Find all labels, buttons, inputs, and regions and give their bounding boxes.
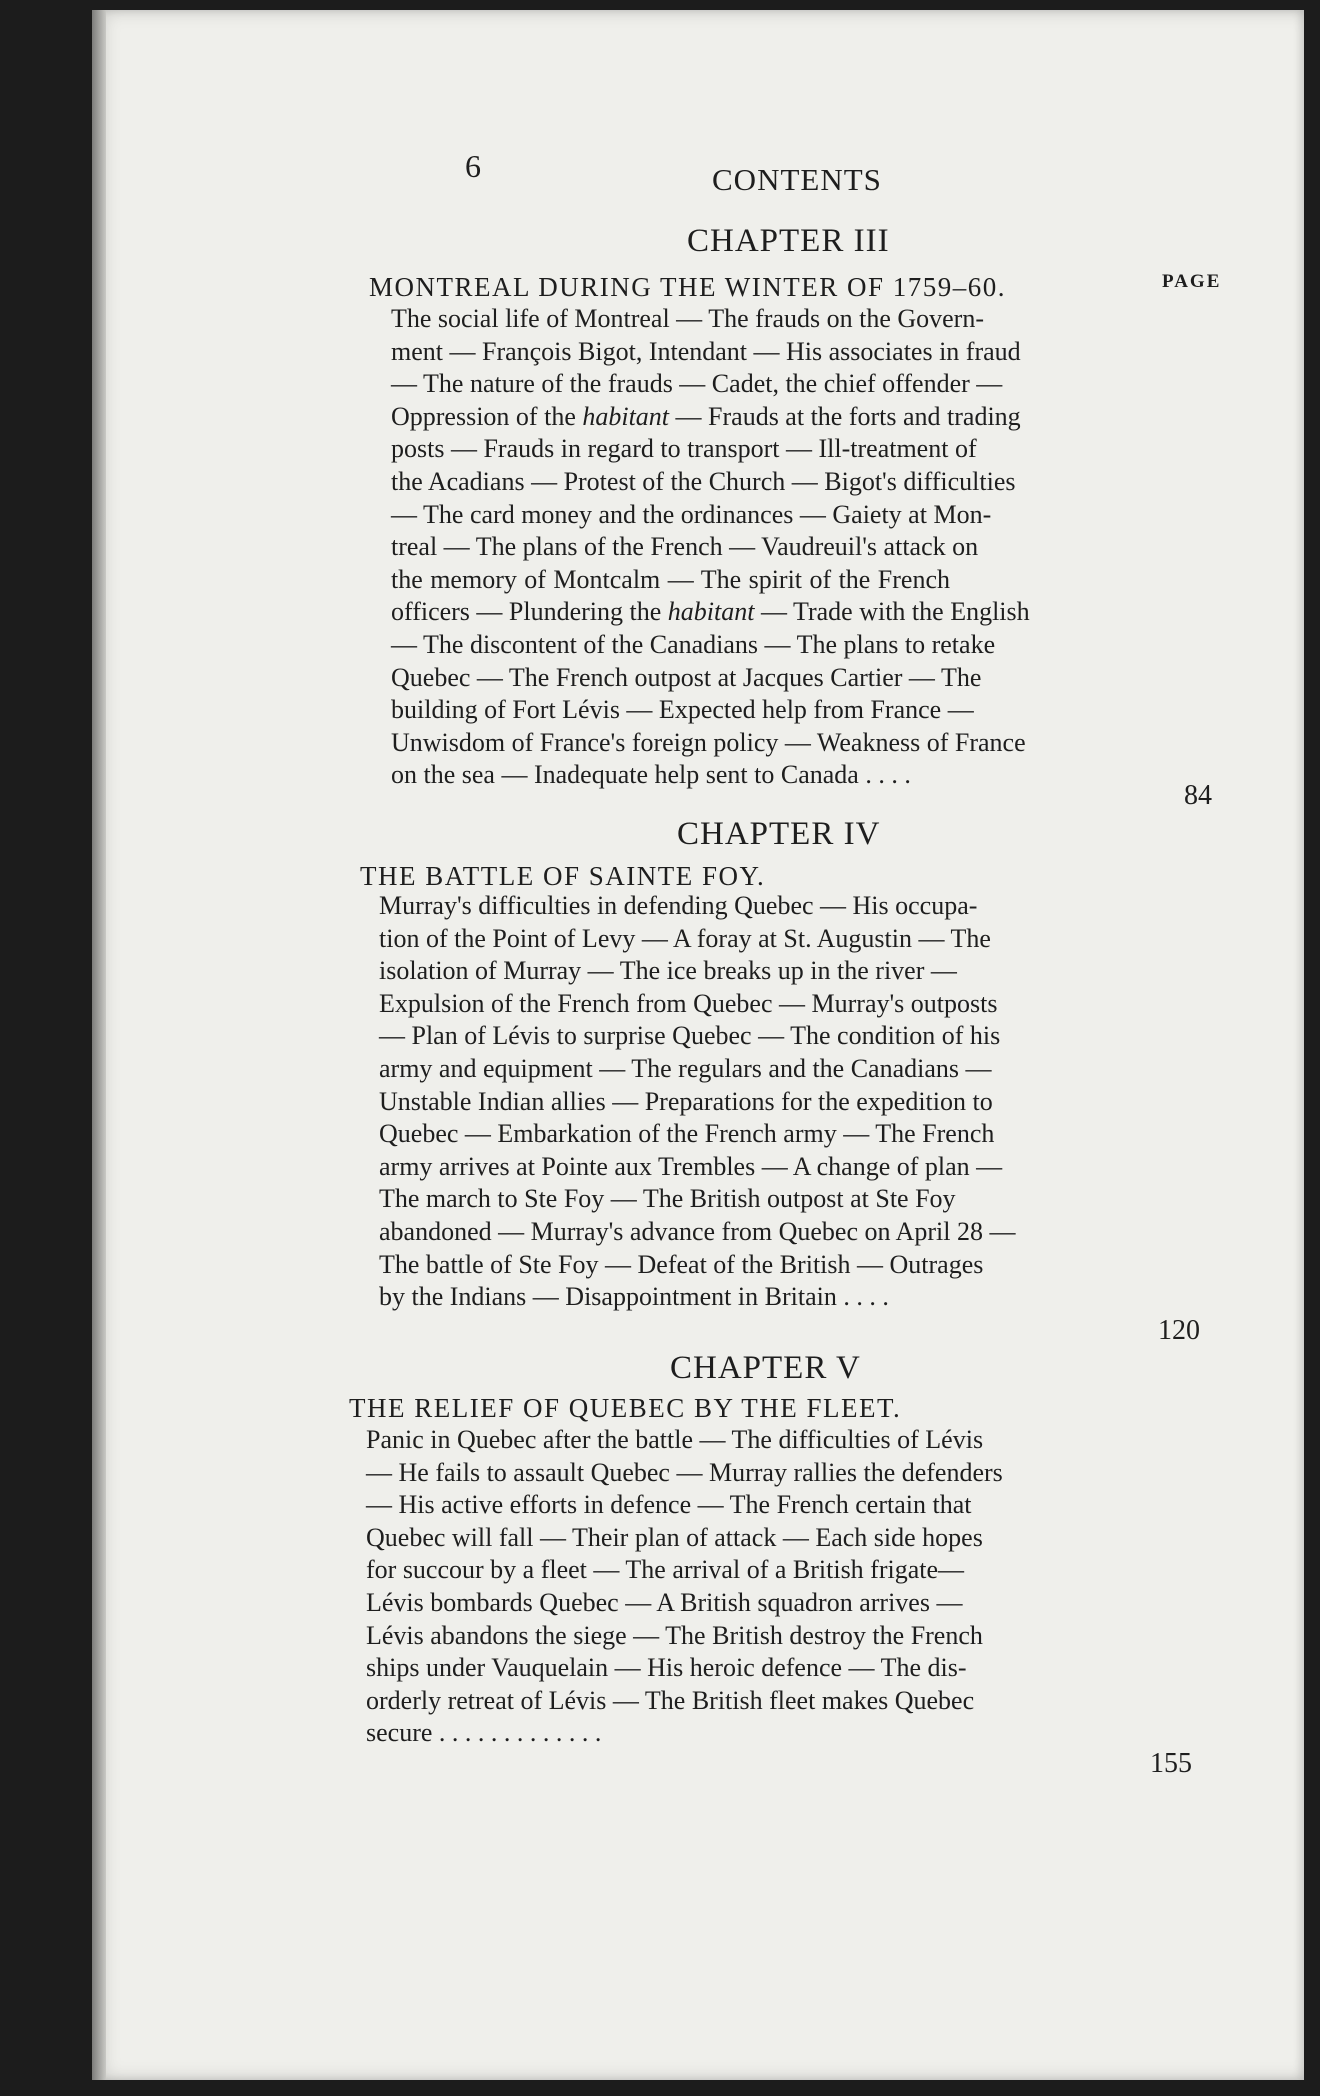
summary-line: the memory of Montcalm — The spirit of the French <box>391 564 950 594</box>
summary-line: Lévis abandons the siege — The British destroy the French <box>366 1620 983 1650</box>
italic-term: habitant <box>667 597 755 627</box>
summary-line: — He fails to assault Quebec — Murray rallies the defenders <box>366 1457 1003 1487</box>
chapter-title: THE RELIEF OF QUEBEC BY THE FLEET. <box>349 1393 902 1423</box>
summary-line: The battle of Ste Foy — Defeat of the British — Outrages <box>379 1249 984 1279</box>
summary-line: secure . . . . . . . . . . . . . <box>366 1718 602 1748</box>
chapter-summary <box>379 890 1016 1314</box>
summary-line: by the Indians — Disappointment in Britain . . . . <box>379 1282 889 1312</box>
summary-line: — The nature of the frauds — Cadet, the chief offender — <box>391 369 1003 399</box>
summary-line: Unwisdom of France's foreign policy — Weakness of France <box>391 727 1026 757</box>
summary-line: Oppression of the habitant — Frauds at the forts and trading <box>391 401 1021 431</box>
summary-line: ment — François Bigot, Intendant — His associates in fraud <box>391 336 1021 366</box>
chapter-page-number: 120 <box>1158 1315 1200 1346</box>
page-number: 6 <box>465 148 481 184</box>
page-column-label: PAGE <box>1162 271 1222 292</box>
summary-line: isolation of Murray — The ice breaks up in the river — <box>379 956 957 986</box>
summary-line: — His active efforts in defence — The French certain that <box>366 1490 972 1520</box>
chapter-summary <box>391 303 1030 792</box>
summary-line: The march to Ste Foy — The British outpost at Ste Foy <box>379 1184 956 1214</box>
summary-line: Quebec — Embarkation of the French army — The French <box>379 1119 995 1149</box>
summary-line: — Plan of Lévis to surprise Quebec — The condition of his <box>379 1021 1001 1051</box>
summary-line: — The discontent of the Canadians — The plans to retake <box>391 629 996 659</box>
summary-line: Expulsion of the French from Quebec — Murray's outposts <box>379 988 998 1018</box>
chapter-summary <box>366 1424 1003 1750</box>
chapter-heading: CHAPTER III <box>687 223 890 259</box>
chapter-heading: CHAPTER V <box>670 1350 861 1386</box>
summary-line: Quebec — The French outpost at Jacques Cartier — The <box>391 662 982 692</box>
chapter-title: THE BATTLE OF SAINTE FOY. <box>360 861 766 891</box>
summary-line: Unstable Indian allies — Preparations for the expedition to <box>379 1086 993 1116</box>
chapter-title: MONTREAL DURING THE WINTER OF 1759–60. <box>369 272 1006 302</box>
summary-line: The social life of Montreal — The frauds on the Govern- <box>391 304 984 333</box>
summary-line: Quebec will fall — Their plan of attack — Each side hopes <box>366 1522 983 1552</box>
page-spine-shadow <box>92 10 106 2080</box>
chapter-page-number: 155 <box>1150 1748 1192 1779</box>
summary-line: ships under Vauquelain — His heroic defence — The dis- <box>366 1653 967 1683</box>
book-page <box>92 10 1304 2080</box>
summary-line: posts — Frauds in regard to transport — Ill-treatment of <box>391 434 977 464</box>
summary-line: tion of the Point of Levy — A foray at St. Augustin — The <box>379 923 991 953</box>
chapter-heading: CHAPTER IV <box>677 816 881 852</box>
summary-line: Lévis bombards Quebec — A British squadron arrives — <box>366 1587 963 1617</box>
summary-line: treal — The plans of the French — Vaudreuil's attack on <box>391 532 979 562</box>
summary-line: Panic in Quebec after the battle — The difficulties of Lévis <box>366 1425 984 1454</box>
summary-line: the Acadians — Protest of the Church — Bigot's difficulties <box>391 466 1016 496</box>
summary-line: army and equipment — The regulars and the Canadians — <box>379 1053 992 1083</box>
italic-term: habitant <box>582 401 670 431</box>
summary-line: on the sea — Inadequate help sent to Canada . . . . <box>391 760 911 790</box>
chapter-page-number: 84 <box>1184 780 1212 811</box>
summary-line: — The card money and the ordinances — Gaiety at Mon- <box>391 499 992 529</box>
summary-line: Murray's difficulties in defending Quebec — His occupa- <box>379 891 978 920</box>
summary-line: army arrives at Pointe aux Trembles — A change of plan — <box>379 1151 1003 1181</box>
summary-line: orderly retreat of Lévis — The British fleet makes Quebec <box>366 1685 975 1715</box>
summary-line: abandoned — Murray's advance from Quebec on April 28 — <box>379 1216 1016 1246</box>
running-head: CONTENTS <box>712 162 882 197</box>
summary-line: building of Fort Lévis — Expected help from France — <box>391 695 974 725</box>
summary-line: officers — Plundering the habitant — Trade with the English <box>391 597 1030 627</box>
summary-line: for succour by a fleet — The arrival of a British frigate— <box>366 1555 965 1585</box>
